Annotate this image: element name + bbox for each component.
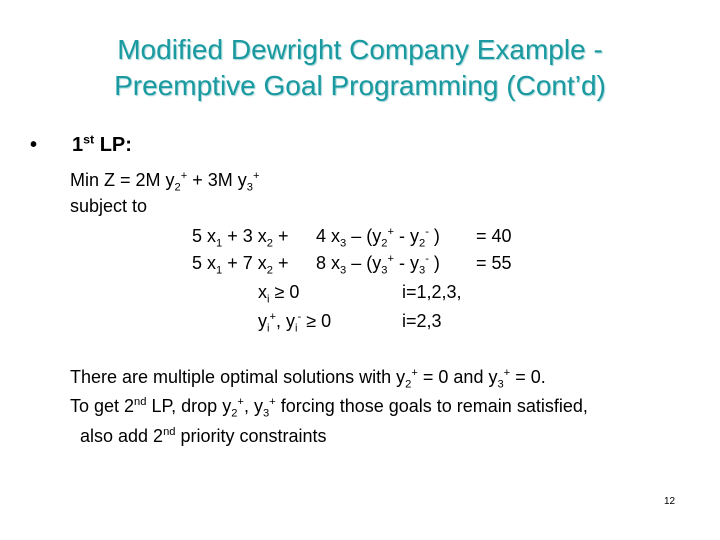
constraint-3-range: i=1,2,3, — [402, 282, 462, 302]
constraint-4-left — [258, 311, 332, 335]
c3-text-2: ≥ 0 — [269, 282, 300, 302]
note-2-ordinal: nd — [134, 396, 147, 408]
note-2-sub-2: 3 — [262, 407, 270, 420]
slide-title-line-1: Modified Dewright Company Example - — [117, 34, 603, 65]
c1-text-1: 5 x — [192, 226, 217, 246]
constraint-3-left — [258, 282, 300, 306]
c4-text-3: ≥ 0 — [301, 311, 332, 331]
slide-title-line-2: Preemptive Goal Programming (Cont’d) — [114, 70, 606, 101]
c1-sub-3: 3 — [340, 237, 347, 250]
c2-text-2: + 7 x — [222, 253, 267, 273]
c2-sub-5: 3 — [418, 264, 426, 277]
heading-ordinal: st — [83, 132, 95, 147]
c4-sup-2: - — [297, 311, 302, 323]
c2-sup-5: - — [425, 253, 429, 265]
c3-text-1: x — [258, 282, 267, 302]
c2-sub-4: 3 — [381, 264, 388, 277]
note-3-ordinal: nd — [163, 426, 176, 438]
c4-sub-2: i — [295, 322, 298, 335]
c2-text-7: ) — [428, 253, 440, 273]
objective-sub-2: 3 — [246, 181, 254, 194]
note-2-text-b: LP, drop y — [146, 396, 232, 416]
c2-sub-2: 2 — [266, 264, 273, 277]
c1-text-6: - y — [393, 226, 419, 246]
bullet-dot: • — [30, 134, 38, 156]
slide-title — [40, 32, 680, 104]
bullet-heading-text — [72, 134, 132, 157]
note-2-text-c: , y — [243, 396, 263, 416]
objective-sup-2: + — [253, 170, 260, 182]
constraint-1-rhs: = 40 — [476, 226, 512, 246]
constraint-2-left — [192, 253, 289, 277]
c4-text-2: , y — [276, 311, 296, 331]
note-2-sup-2: + — [269, 396, 276, 408]
c1-sup-4: + — [387, 226, 394, 238]
note-3-text-a: also add 2 — [80, 426, 164, 446]
constraint-1-left — [192, 226, 289, 250]
constraint-2-right — [316, 253, 440, 277]
objective-sup-1: + — [180, 170, 188, 182]
note-line-2 — [70, 396, 588, 420]
c1-text-4: 4 x — [316, 226, 341, 246]
heading-number: 1 — [72, 134, 84, 156]
c1-text-5: – (y — [346, 226, 382, 246]
c4-sub-1: i — [267, 322, 270, 335]
note-2-sup-1: + — [237, 396, 244, 408]
c2-sub-1: 1 — [216, 264, 223, 277]
c1-sub-1: 1 — [216, 237, 223, 250]
note-1-sub-2: 3 — [497, 378, 504, 391]
c1-sup-5: - — [425, 226, 429, 238]
objective-sub-1: 2 — [174, 181, 181, 194]
constraint-1-right — [316, 226, 440, 250]
note-1-text-a: There are multiple optimal solutions with y — [70, 367, 406, 387]
constraint-4-range: i=2,3 — [402, 311, 442, 331]
c1-text-3: + — [272, 226, 289, 246]
note-1-text-b: = 0 and y — [417, 367, 498, 387]
page-number: 12 — [664, 496, 676, 507]
c3-sub-1: i — [267, 293, 270, 306]
heading-rest: LP: — [94, 134, 132, 156]
c2-sup-4: + — [387, 253, 394, 265]
note-1-sup-1: + — [411, 367, 418, 379]
c1-sub-2: 2 — [266, 237, 273, 250]
note-1-text-c: = 0. — [510, 367, 546, 387]
note-line-1 — [70, 367, 546, 391]
note-1-sub-1: 2 — [405, 378, 412, 391]
note-1-sup-2: + — [503, 367, 511, 379]
objective-prefix: Min Z = 2M y — [70, 170, 175, 190]
note-2-sub-1: 2 — [231, 407, 238, 420]
note-3-text-b: priority constraints — [175, 426, 327, 446]
note-2-text-a: To get 2 — [70, 396, 135, 416]
c4-text-1: y — [258, 311, 267, 331]
subject-to-label: subject to — [70, 196, 148, 216]
objective-line — [70, 170, 260, 194]
constraint-2-rhs: = 55 — [476, 253, 512, 273]
c2-text-1: 5 x — [192, 253, 217, 273]
objective-mid: + 3M y — [187, 170, 247, 190]
c2-text-6: - y — [393, 253, 419, 273]
note-line-3 — [80, 426, 327, 447]
c4-sup-1: + — [269, 311, 276, 323]
note-2-text-d: forcing those goals to remain satisfied, — [275, 396, 588, 416]
c2-text-3: + — [272, 253, 289, 273]
c1-text-7: ) — [428, 226, 440, 246]
c1-text-2: + 3 x — [222, 226, 267, 246]
c1-sub-4: 2 — [381, 237, 388, 250]
c2-sub-3: 3 — [340, 264, 347, 277]
c2-text-5: – (y — [346, 253, 382, 273]
c2-text-4: 8 x — [316, 253, 341, 273]
c1-sub-5: 2 — [418, 237, 426, 250]
